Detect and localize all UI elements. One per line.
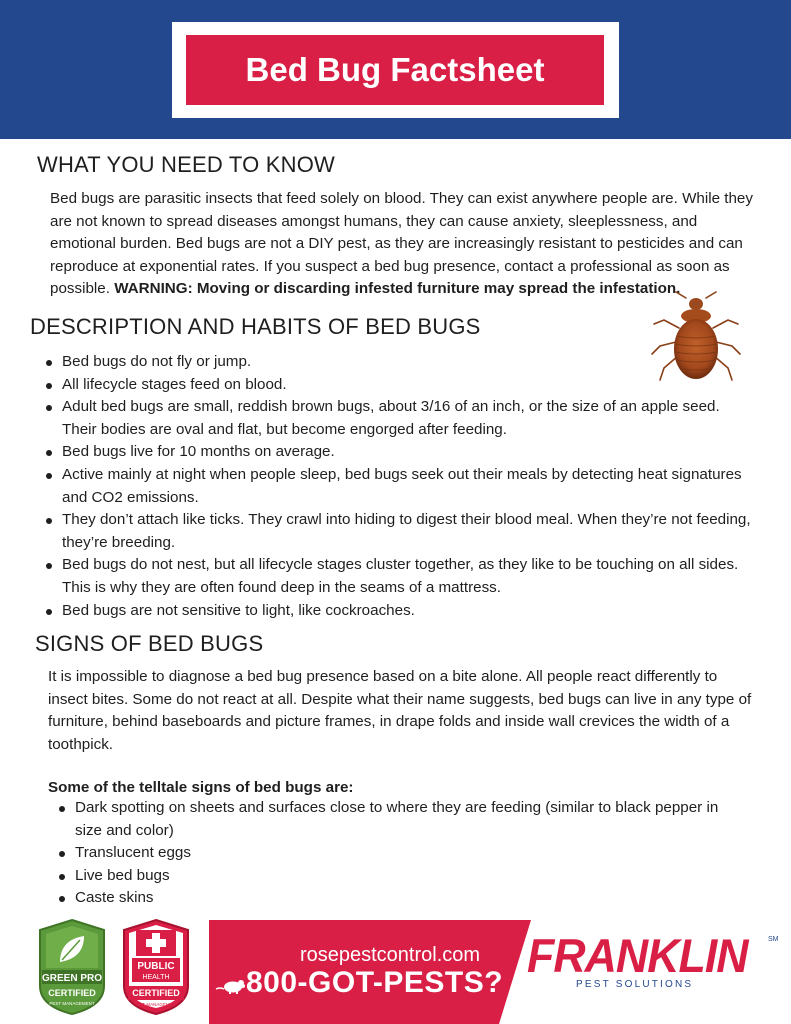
list-item: Active mainly at night when people sleep, bed bugs seek out their meals by detecting heat signatures and CO2 emissions. — [62, 464, 752, 509]
website-link[interactable]: rosepestcontrol.com — [299, 944, 481, 966]
franklin-subtitle: PEST SOLUTIONS — [576, 979, 694, 990]
what-to-know-body: Bed bugs are parasitic insects that feed solely on blood. They can exist anywhere people are. While they are not known to spread diseases amongst humans, they can cause anxiety, sleeplessness, and emotional burden. Bed bugs are not a DIY pest, as they are increasingly resistant to pesticides and can reproduce at exponential rates. If you suspect a bed bug presence, contact a professional as soon as possible. — [50, 190, 753, 298]
public-line1: PUBLIC — [137, 961, 175, 972]
list-item: They don’t attach like ticks. They crawl into hiding to digest their blood meal. When they’re not feeding, they’re breeding. — [62, 509, 752, 554]
list-item: Translucent eggs — [75, 842, 745, 865]
signs-bullet-list — [75, 797, 745, 910]
description-bullet-list — [62, 351, 752, 622]
page-title: Bed Bug Factsheet — [186, 35, 604, 105]
service-mark: SM — [768, 936, 779, 943]
signs-label: Some of the telltale signs of bed bugs are: — [48, 779, 354, 796]
title-frame — [172, 22, 619, 118]
list-item: Bed bugs do not fly or jump. — [62, 351, 752, 374]
section-heading-what-to-know: WHAT YOU NEED TO KNOW — [37, 152, 335, 177]
franklin-logo: FRANKLIN — [527, 929, 748, 982]
signs-paragraph: It is impossible to diagnose a bed bug presence based on a bite alone. All people react differently to insect bites. Some do not react at all. Despite what their name suggests, bed bugs can live in any type of furniture, behind baseboards and picture frames, in drape folds and inside wall crevices the width of a toothpick. — [48, 668, 752, 753]
list-item: Bed bugs are not sensitive to light, like cockroaches. — [62, 600, 752, 623]
rat-icon — [214, 975, 246, 995]
section-heading-description: DESCRIPTION AND HABITS OF BED BUGS — [30, 314, 481, 339]
list-item: Live bed bugs — [75, 865, 745, 888]
list-item: Dark spotting on sheets and surfaces close to where they are feeding (similar to black pepper in size and color) — [75, 797, 745, 842]
public-line3: CERTIFIED — [132, 988, 180, 998]
public-line4: PEST MANAGEMENT — [133, 1002, 179, 1007]
what-to-know-paragraph — [50, 188, 755, 301]
list-item: Adult bed bugs are small, reddish brown bugs, about 3/16 of an inch, or the size of an apple seed. Their bodies are oval and flat, but become engorged after feeding. — [62, 396, 752, 441]
warning-text: WARNING: Moving or discarding infested furniture may spread the infestation. — [114, 280, 681, 298]
phone-number[interactable]: 800-GOT-PESTS? — [246, 966, 504, 999]
list-item: Bed bugs do not nest, but all lifecycle stages cluster together, as they like to be touching on all sides. This is why they are often found deep in the seams of a mattress. — [62, 554, 752, 599]
green-pro-line2: CERTIFIED — [48, 988, 96, 998]
public-line2: HEALTH — [142, 974, 170, 981]
public-health-badge — [120, 918, 192, 1016]
green-pro-badge — [36, 918, 108, 1016]
header-banner — [0, 0, 791, 139]
list-item: Bed bugs live for 10 months on average. — [62, 441, 752, 464]
list-item: All lifecycle stages feed on blood. — [62, 374, 752, 397]
list-item: Caste skins — [75, 887, 745, 910]
green-pro-line1: GREEN PRO — [41, 973, 103, 984]
green-pro-line3: PEST MANAGEMENT — [49, 1001, 95, 1006]
section-heading-signs: SIGNS OF BED BUGS — [35, 631, 264, 656]
medical-cross-icon — [136, 930, 176, 956]
